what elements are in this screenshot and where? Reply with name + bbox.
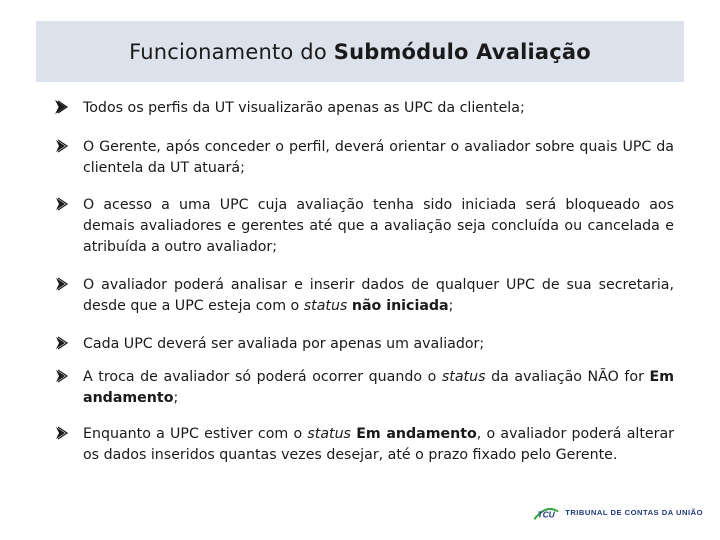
item-text: A troca de avaliador só poderá ocorrer quando o status da avaliação NÃO for Em andamento; [83,369,674,406]
title-bold: Submódulo Avaliação [333,39,591,64]
logo-mark-text: TCU [537,509,555,520]
arrow-bullet-icon [55,197,75,211]
item-text: Enquanto a UPC estiver com o status Em andamento, o avaliador poderá alterar os dados inseridos quantas vezes desejar, até o prazo fixado pelo Gerente. [83,426,674,463]
item-text: Todos os perfis da UT visualizarão apenas as UPC da clientela; [83,100,525,116]
arrow-bullet-icon [55,139,75,153]
item-text: O acesso a uma UPC cuja avaliação tenha sido iniciada será bloqueado aos demais avaliadores e gerentes até que a avaliação seja concluída ou cancelada e atribuída a outro avaliador; [83,197,674,255]
tcu-logo-icon [533,502,559,522]
title-prefix: Funcionamento do [129,39,334,64]
arrow-bullet-icon [55,426,75,440]
arrow-bullet-icon [55,277,75,291]
arrow-bullet-icon [55,369,75,383]
logo-text: TRIBUNAL DE CONTAS DA UNIÃO [565,507,703,517]
arrow-bullet-icon [55,336,75,350]
item-text: O avaliador poderá analisar e inserir dados de qualquer UPC de sua secretaria, desde que a UPC esteja com o status não iniciada; [83,277,674,314]
item-text: Cada UPC deverá ser avaliada por apenas um avaliador; [83,336,485,352]
tcu-logo [533,502,703,522]
item-text: O Gerente, após conceder o perfil, deverá orientar o avaliador sobre quais UPC da clientela da UT atuará; [83,139,674,176]
arrow-bullet-icon [55,100,75,114]
